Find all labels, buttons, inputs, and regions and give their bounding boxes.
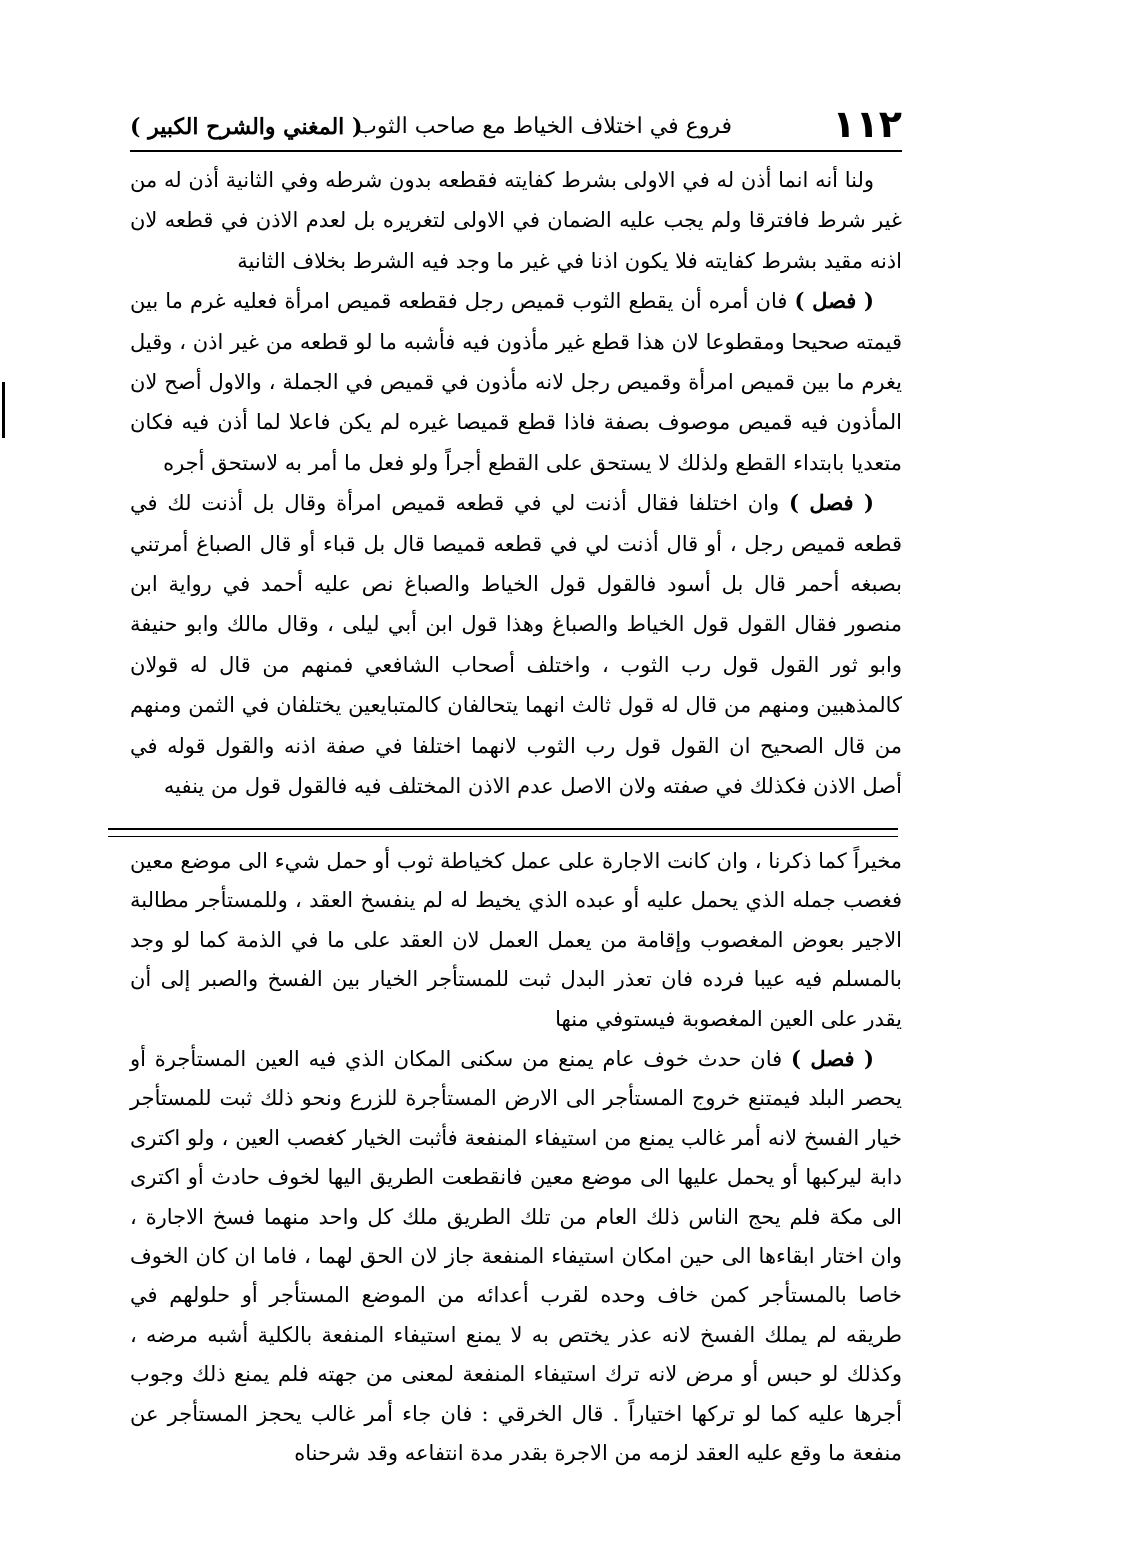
paragraph-text: وان اختلفا فقال أذنت لي في قطعه قميص امرأة وقال بل أذنت لك في قطعه قميص رجل ، أو قال أذنت لي في قطعه قميصا قال بل قباء أو قال الصباغ أمرتني بصبغه أحمر قال بل أسود فالقول قول الخياط والصباغ نص عليه أحمد في رواية ابن منصور فقال القول قول الخياط والصباغ وهذا قول ابن أبي ليلى ، وقال مالك وابو حنيفة وابو ثور القول قول رب الثوب ، واختلف أصحاب الشافعي فمنهم من قال له قولان كالمذهبين ومنهم من قال له قول ثالث انهما يتحالفان كالمتبايعين يختلفان في الثمن ومنهم من قال الصحيح ان القول قول رب الثوب لانهما اختلفا في صفة اذنه والقول قوله في أصل الاذن فكذلك في صفته ولان الاصل عدم الاذن المختلف فيه فالقول قول من ينفيه <box>130 491 902 799</box>
paragraph-fasl <box>130 281 902 483</box>
page-header <box>130 102 902 148</box>
section-separator <box>108 828 898 837</box>
running-title: فروع في اختلاف الخياط مع صاحب الثوب <box>356 114 732 139</box>
paragraph-text: فان حدث خوف عام يمنع من سكنى المكان الذي فيه العين المستأجرة أو يحصر البلد فيمتنع خروج المستأجر الى الارض المستأجرة للزرع ونحو ذلك ثبت للمستأجر خيار الفسخ لانه أمر غالب يمنع من استيفاء المنفعة فأثبت الخيار كغصب العين ، ولو اكترى دابة ليركبها أو يحمل عليها الى موضع معين فانقطعت الطريق اليها لخوف حادث أو اكترى الى مكة فلم يحج الناس ذلك العام من تلك الطريق ملك كل واحد منهما فسخ الاجارة ، وان اختار ابقاءها الى حين امكان استيفاء المنفعة جاز لان الحق لهما ، فاما ان كان الخوف خاصا بالمستأجر كمن خاف وحده لقرب أعدائه من الموضع المستأجر أو حلولهم في طريقه لم يملك الفسخ لانه عذر يختص به لا يمنع استيفاء المنفعة بالكلية أشبه مرضه ، وكذلك لو حبس أو مرض لانه ترك استيفاء المنفعة لمعنى من جهته فلم يمنع ذلك وجوب أجرها عليه كما لو تركها اختياراً . قال الخرقي : فان جاء أمر غالب يحجز المستأجر عن منفعة ما وقع عليه العقد لزمه من الاجرة بقدر مدة انتفاعه وقد شرحناه <box>130 1047 902 1466</box>
section-label: ( فصل ) <box>789 490 874 516</box>
section-label: ( فصل ) <box>791 1046 874 1072</box>
upper-text-block <box>130 160 902 807</box>
paragraph-fasl <box>130 1039 902 1473</box>
lower-text-block <box>130 842 902 1474</box>
paragraph: مخيراً كما ذكرنا ، وان كانت الاجارة على عمل كخياطة ثوب أو حمل شيء الى موضع معين فغصب جمله الذي يحمل عليه أو عبده الذي يخيط له لم ينفسخ العقد ، وللمستأجر مطالبة الاجير بعوض المغصوب وإقامة من يعمل العمل لان العقد على ما في الذمة كما لو وجد بالمسلم فيه عيبا فرده فان تعذر البدل ثبت للمستأجر الخيار بين الفسخ والصبر إلى أن يقدر على العين المغصوبة فيستوفي منها <box>130 849 902 1031</box>
book-title: ( المغني والشرح الكبير ) <box>130 114 363 140</box>
scan-margin-mark <box>2 382 5 438</box>
page-number: ١١٢ <box>832 102 902 146</box>
paragraph-text: فان أمره أن يقطع الثوب قميص رجل فقطعه قميص امرأة فعليه غرم ما بين قيمته صحيحا ومقطوعا لان هذا قطع غير مأذون فيه فأشبه ما لو قطعه من غير اذن ، وقيل يغرم ما بين قميص امرأة وقميص رجل لانه مأذون في قميص في الجملة ، والاول أصح لان المأذون فيه قميص موصوف بصفة فاذا قطع قميصا غيره لم يكن فاعلا لما أذن فيه فكان متعديا بابتداء القطع ولذلك لا يستحق على القطع أجراً ولو فعل ما أمر به لاستحق أجره <box>130 289 902 475</box>
paragraph: ولنا أنه انما أذن له في الاولى بشرط كفايته فقطعه بدون شرطه وفي الثانية أذن له من غير شرط فافترقا ولم يجب عليه الضمان في الاولى لتغريره بل لعدم الاذن في قطعه لان اذنه مقيد بشرط كفايته فلا يكون اذنا في غير ما وجد فيه الشرط بخلاف الثانية <box>130 168 902 273</box>
section-label: ( فصل ) <box>794 288 874 314</box>
paragraph-fasl <box>130 483 902 806</box>
header-rule <box>130 150 902 152</box>
